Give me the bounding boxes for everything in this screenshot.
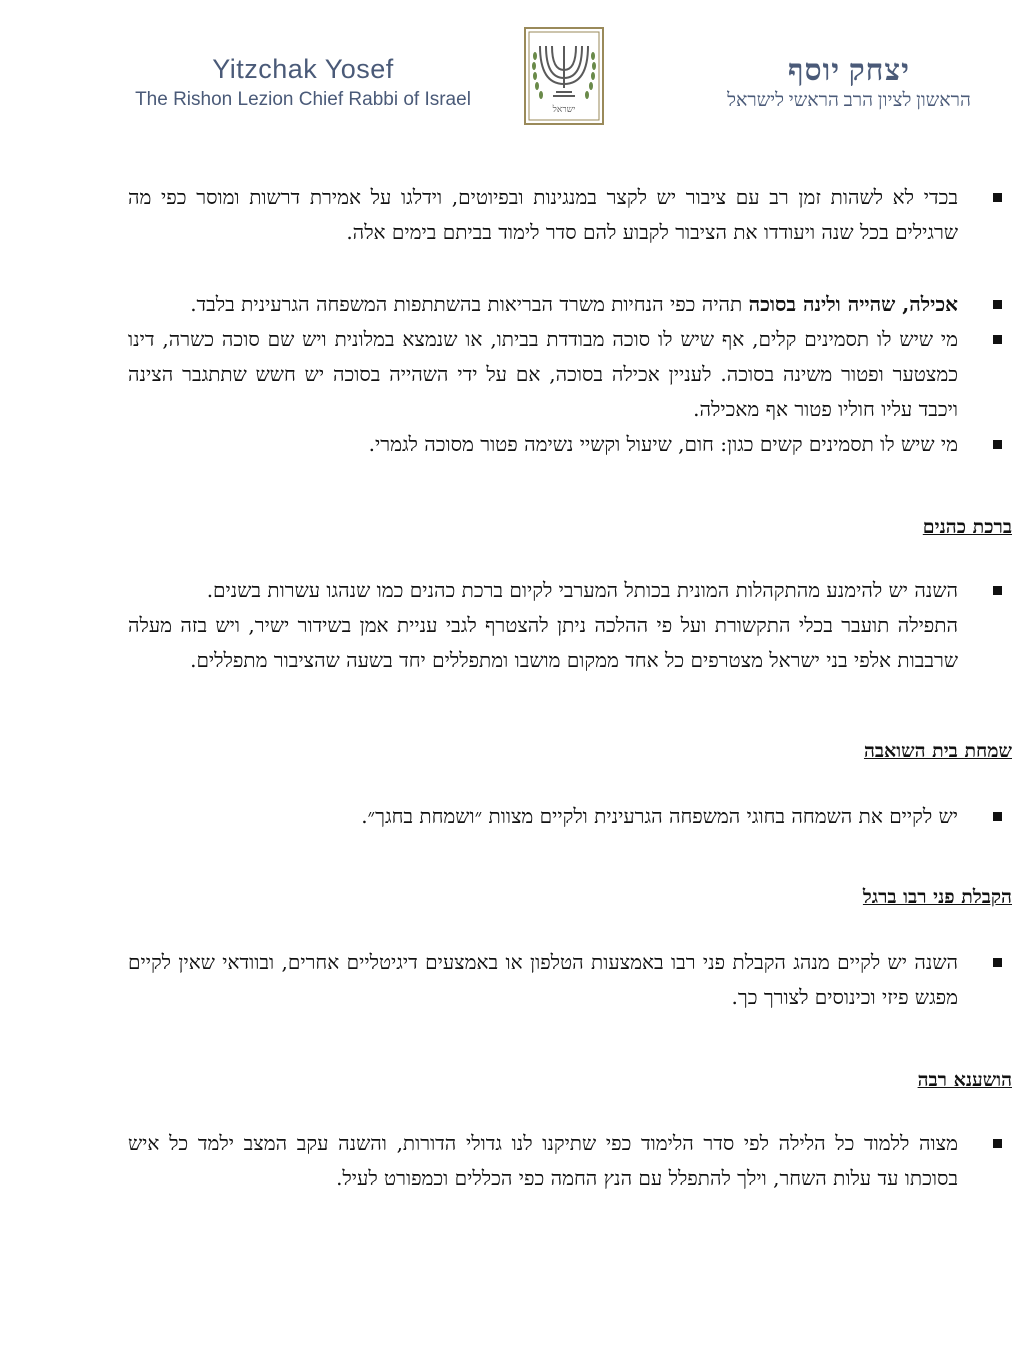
- list-item: [128, 322, 958, 427]
- letterhead-hebrew: [684, 54, 1014, 112]
- bullet-icon: [993, 812, 1002, 821]
- list-item: [128, 573, 958, 608]
- paragraph: [128, 608, 958, 678]
- emblem-label: ישראל: [552, 105, 576, 115]
- paragraph-text: מי שיש לו תסמינים קשים כגון: חום, שיעול וקשיי נשימה פטור מסוכה לגמרי.: [368, 432, 958, 456]
- list-item: [128, 799, 958, 834]
- paragraph-text: התפילה תועבר בכלי התקשורת ועל פי ההלכה ניתן להצטרף לגבי עניית אמן בשידור ישיר, ויש בזה מעלה שרבבות אלפי בני ישראל מצטרפים כל אחד ממקום מושבו ומתפללים יחד בשעה שהציבור מתפללים.: [128, 613, 958, 672]
- list-item: [128, 180, 958, 250]
- bullet-icon: [993, 300, 1002, 309]
- paragraph-text: השנה יש להימנע מהתקהלות המונית בכותל המערבי לקיום ברכת כהנים כמו שנהגו עשרות בשנים.: [206, 578, 958, 602]
- letterhead-english-title: The Rishon Lezion Chief Rabbi of Israel: [135, 89, 471, 110]
- letterhead-hebrew-name: יצחק יוסף: [787, 54, 911, 87]
- section-heading: ברכת כהנים: [922, 516, 1012, 538]
- paragraph-text: מי שיש לו תסמינים קלים, אף שיש לו סוכה מבודדת בביתו, או שנמצא במלונית ויש שם סוכה כשרה, דינו כמצטער ופטור משינה בסוכה. לעניין אכילה בסוכה, אם על ידי השהייה בסוכה יש חשש שתתגבר הצינה ויכבד עליו חוליו פטור אף מאכילה.: [128, 327, 958, 421]
- letterhead-english: [128, 54, 478, 111]
- list-item: [128, 945, 958, 1015]
- bullet-icon: [993, 335, 1002, 344]
- emphasis-text: אכילה, שהייה ולינה בסוכה: [748, 292, 958, 316]
- section-heading: הקבלת פני רבו ברגל: [862, 886, 1012, 908]
- paragraph-text: בכדי לא לשהות זמן רב עם ציבור יש לקצר במנגינות ובפיוטים, וידלגו על אמירת דרשות ומוסר כפי מה שרגילים בכל שנה ויעודדו את הציבור לקבוע להם סדר לימוד בביתם בימים אלה.: [128, 185, 958, 244]
- paragraph-text: תהיה כפי הנחיות משרד הבריאות בהשתתפות המשפחה הגרעינית בלבד.: [190, 292, 749, 316]
- document-body: [128, 180, 1012, 1196]
- letterhead-english-name: Yitzchak Yosef: [212, 54, 394, 84]
- list-item: [128, 1126, 958, 1196]
- list-item: [128, 427, 958, 462]
- bullet-icon: [993, 440, 1002, 449]
- list-item: [128, 287, 958, 322]
- bullet-icon: [993, 193, 1002, 202]
- letterhead: [0, 22, 1022, 132]
- bullet-icon: [993, 586, 1002, 595]
- bullet-icon: [993, 1139, 1002, 1148]
- section-heading: שמחת בית השואבה: [863, 740, 1012, 762]
- paragraph-text: השנה יש לקיים מנהג הקבלת פני רבו באמצעות הטלפון או באמצעים דיגיטליים אחרים, ובוודאי שאין לקיים מפגש פיזי וכינוסים לצורך כך.: [128, 950, 958, 1009]
- menorah-emblem-icon: [523, 26, 605, 126]
- paragraph-text: מצוה ללמוד כל הלילה לפי סדר הלימוד כפי שתיקנו לנו גדולי הדורות, והשנה עקב המצב ילמד כל איש בסוכתו עד עלות השחר, וילך להתפלל עם הנץ החמה כפי הכללים וכמפורט לעיל.: [128, 1131, 958, 1190]
- section-heading: הושענא רבה: [917, 1069, 1012, 1091]
- bullet-icon: [993, 958, 1002, 967]
- paragraph-text: יש לקיים את השמחה בחוגי המשפחה הגרעינית ולקיים מצוות ״ושמחת בחגך״.: [361, 804, 958, 828]
- letterhead-hebrew-title: הראשון לציון הרב הראשי לישראל: [727, 90, 971, 111]
